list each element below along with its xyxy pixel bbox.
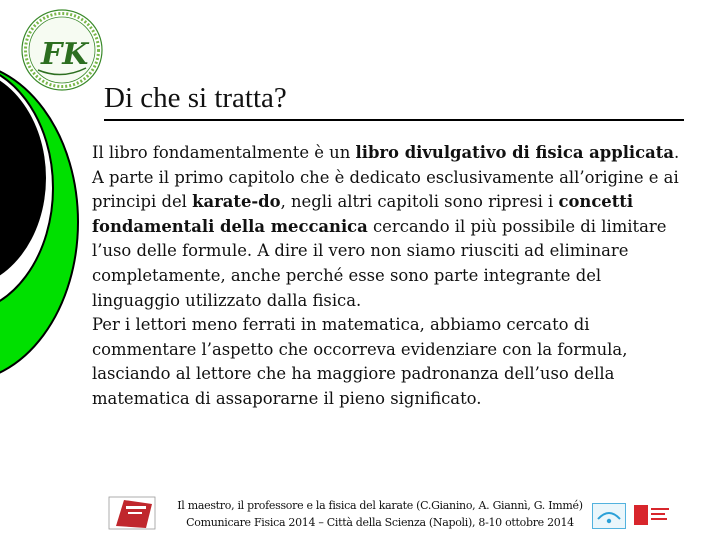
text-run: Per i lettori meno ferrati in matematica, abbiamo cercato di commentare l’aspetto che occorreva evidenziare con la formula, lasciando al lettore che ha maggiore padronanza dell’uso della matematica di assaporarne il pieno significato. [92, 315, 628, 408]
footer-line-1: Il maestro, il professore e la fisica del karate (C.Gianino, A. Giannì, G. Immé) [177, 499, 583, 512]
bold-phrase: concetti fondamentali della meccanica [92, 192, 634, 236]
slide-title: Di che si tratta? [104, 82, 287, 114]
text-run: A parte il primo capitolo che è dedicato esclusivamente all’origine e ai principi del [92, 167, 679, 212]
slide-body [92, 141, 692, 412]
logo-monogram: FK [41, 37, 89, 72]
text-run: , negli altri capitoli sono ripresi i [280, 192, 559, 212]
partner-logo-red [632, 503, 672, 529]
text-run: Il libro fondamentalmente è un [92, 143, 356, 162]
fk-logo [20, 8, 104, 92]
text-run: cercando il più possibile di limitare l’uso delle formule. A dire il vero non siamo riusciti ad eliminare completamente, anche perché esse sono parte integrante del linguaggio utilizzato dalla fisica. [92, 216, 667, 310]
bold-phrase: karate-do [192, 192, 281, 212]
footer [170, 497, 590, 531]
body-paragraph-1 [92, 141, 692, 166]
bold-phrase: libro divulgativo di fisica applicata [355, 143, 674, 162]
footer-line-2: Comunicare Fisica 2014 – Città della Scienza (Napoli), 8-10 ottobre 2014 [186, 516, 574, 529]
book-cover-icon [108, 496, 156, 530]
body-paragraph-3 [92, 313, 692, 411]
body-paragraph-2 [92, 166, 692, 314]
title-underline [104, 119, 684, 121]
partner-logo-blue [592, 503, 626, 529]
text-run: . [673, 143, 680, 162]
